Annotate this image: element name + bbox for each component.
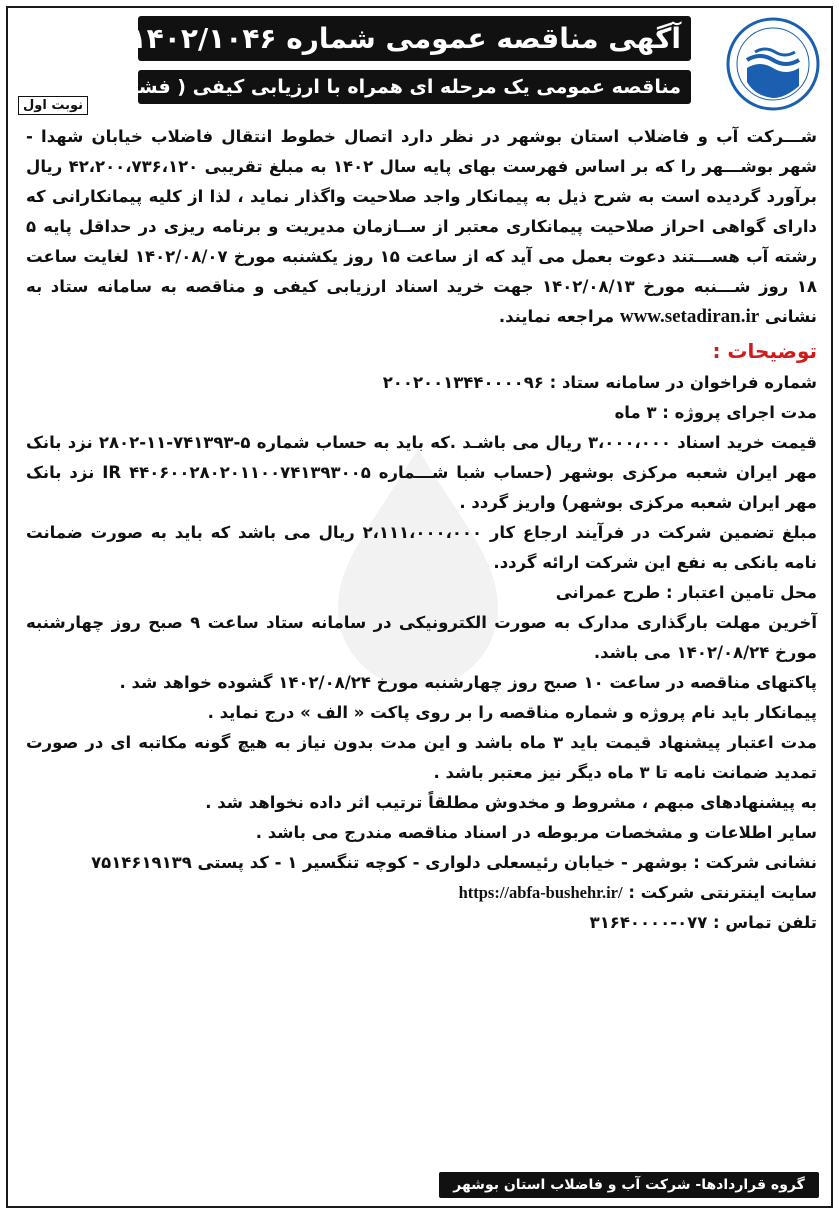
note-funding: محل تامین اعتبار : طرح عمرانی [555, 583, 817, 602]
website-label: سایت اینترنتی شرکت : [628, 883, 817, 902]
setad-link[interactable]: www.setadiran.ir [619, 306, 760, 327]
note-document-price: قیمت خرید اسناد ۳،۰۰۰،۰۰۰ ریال می باشـد .که باید به حساب شماره ۵-۷۴۱۳۹۳-۱۱-۲۸۰۲ نزد بانک مهر ایران شعبه مرکزی بوشهر (حساب شبا شـــماره IR ۴۴۰۶۰۰۲۸۰۲۰۱۱۰۰۷۴۱۳۹۳۰۰۵ نزد بانک مهر ایران شعبه مرکزی بوشهر) واریز گردد . [26, 433, 817, 512]
note-duration: مدت اجرای پروژه : ۳ ماه [614, 403, 817, 422]
notice-title: آگهی مناقصه عمومی شماره ۱۴۰۲/۱۰۴۶ [138, 16, 691, 61]
note-guarantee: مبلغ تضمین شرکت در فرآیند ارجاع کار ۲،۱۱۱،۰۰۰،۰۰۰ ریال می باشد که باید به صورت ضمانت نامه بانکی به نفع این شرکت ارائه گردد. [26, 523, 818, 572]
note-opening: پاکتهای مناقصه در ساعت ۱۰ صبح روز چهارشنبه مورخ ۱۴۰۲/۰۸/۲۴ گشوده خواهد شد . [119, 673, 817, 692]
note-other-info: سایر اطلاعات و مشخصات مربوطه در اسناد مناقصه مندرج می باشد . [255, 823, 817, 842]
notice-subtitle: مناقصه عمومی یک مرحله ای همراه با ارزیابی کیفی ( فشرده ) [138, 70, 691, 104]
note-envelope: پیمانکار باید نام پروژه و شماره مناقصه را بر روی پاکت « الف » درج نماید . [207, 703, 817, 722]
note-ambiguous: به پیشنهادهای مبهم ، مشروط و مخدوش مطلقاً ترتیب اثر داده نخواهد شد . [205, 793, 817, 812]
notes-heading: توضیحات : [712, 339, 817, 363]
note-call-number: شماره فراخوان در سامانه ستاد : ۲۰۰۲۰۰۱۳۴۴۰۰۰۰۹۶ [382, 373, 817, 392]
phone-line: تلفن تماس : ۰۷۷-۳۱۶۴۰۰۰۰ [589, 913, 817, 932]
notice-body [26, 122, 817, 938]
round-badge: نوبت اول [18, 96, 88, 115]
tender-notice [6, 6, 833, 1208]
intro-tail: مراجعه نمایند. [498, 307, 615, 326]
company-logo [725, 16, 821, 112]
website-link[interactable]: https://abfa-bushehr.ir/ [458, 883, 623, 902]
intro-text: شـــرکت آب و فاضلاب استان بوشهر در نظر دارد اتصال خطوط انتقال فاضلاب خیابان شهدا - شهر بوشـــهر را که بر اساس فهرست بهای پایه سال ۱۴۰۲ به مبلغ تقریبی ۴۲،۲۰۰،۷۳۶،۱۲۰ ریال برآورد گردیده است به شرح ذیل به پیمانکار واجد صلاحیت واگذار نماید ، لذا از کلیه پیمانکارانی که دارای گواهی احراز صلاحیت پیمانکاری معتبر از ســازمان مدیریت و برنامه ریزی در حداقل پایه ۵ رشته آب هســـتند دعوت بعمل می آید که از ساعت ۱۵ روز یکشنبه مورخ ۱۴۰۲/۰۸/۰۷ لغایت ساعت ۱۸ روز شـــنبه مورخ ۱۴۰۲/۰۸/۱۳ جهت خرید اسناد ارزیابی کیفی و مناقصه به سامانه ستاد به نشانی [26, 127, 818, 326]
note-validity: مدت اعتبار پیشنهاد قیمت باید ۳ ماه باشد و این مدت بدون نیاز به هیچ گونه مکاتبه ای در صورت تمدید ضمانت نامه تا ۳ ماه دیگر نیز معتبر باشد . [26, 733, 817, 782]
note-upload-deadline: آخرین مهلت بارگذاری مدارک به صورت الکترونیکی در سامانه ستاد ساعت ۹ صبح روز چهارشنبه مورخ ۱۴۰۲/۰۸/۲۴ می باشد. [26, 613, 817, 662]
water-drop-waves-icon [725, 16, 821, 112]
notice-header [8, 8, 831, 120]
website-line [26, 878, 817, 908]
footer-signature: گروه قراردادها- شرکت آب و فاضلاب استان بوشهر [439, 1172, 819, 1198]
note-address: نشانی شرکت : بوشهر - خیابان رئیسعلی دلواری - کوچه تنگسیر ۱ - کد پستی ۷۵۱۴۶۱۹۱۳۹ [91, 853, 817, 872]
intro-paragraph [26, 122, 817, 332]
